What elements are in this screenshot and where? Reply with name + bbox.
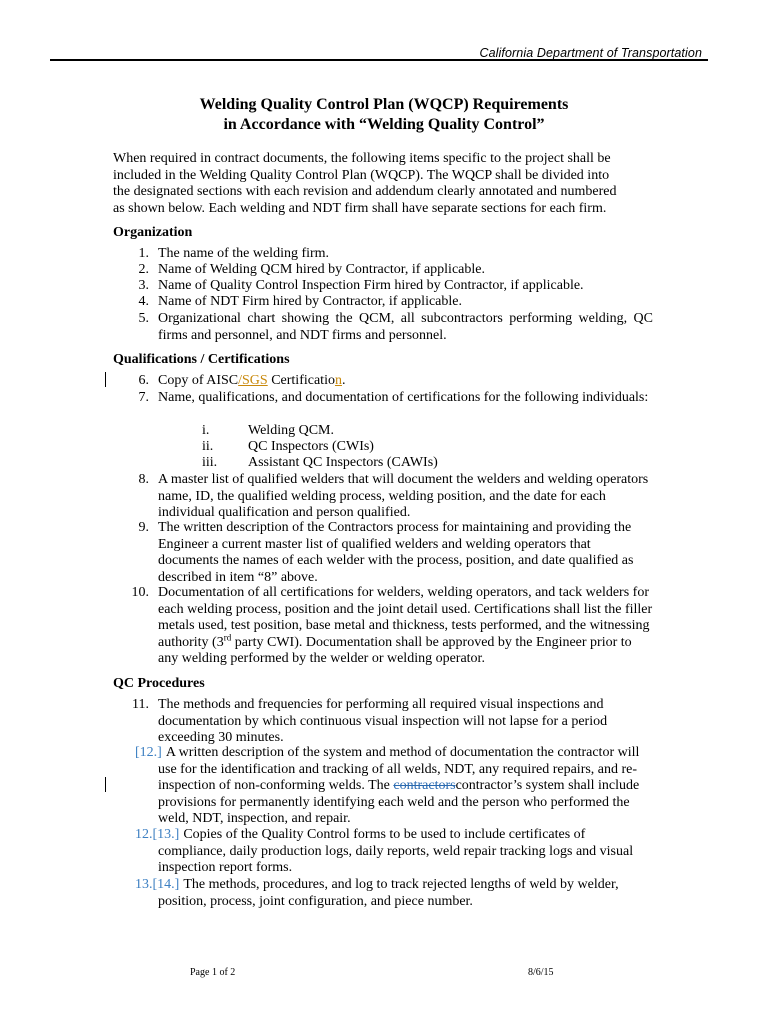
item-text: A master list of qualified welders that will document the welders and welding operators name, ID, the qualified welding process, welding position, and the date for each individual qualification and person qualified. (158, 472, 649, 520)
page-title (0, 95, 768, 135)
item-number: 11. (132, 697, 149, 712)
item-number: 3. (138, 278, 149, 293)
header-rule (50, 59, 708, 61)
text-run: Certificatio (267, 373, 335, 388)
item-text (158, 745, 653, 828)
section-heading-qualifications: Qualifications / Certifications (113, 352, 290, 367)
item-number: 13.[14.] (135, 877, 180, 892)
title-line-1: Welding Quality Control Plan (WQCP) Requirements (199, 96, 569, 113)
inserted-text: /SGS (238, 373, 268, 388)
footer-date: 8/6/15 (528, 967, 554, 978)
item-text: The written description of the Contractors process for maintaining and providing the Engineer a current master list of qualified welders and welding operators that documents the names of each welder with the process, position, and date qualified as described in item “8” above. (158, 520, 634, 585)
item-number: 2. (138, 262, 149, 277)
sub-item-text: Assistant QC Inspectors (CAWIs) (248, 455, 438, 470)
deleted-text: contractors (393, 778, 456, 793)
item-text: Name of NDT Firm hired by Contractor, if applicable. (158, 294, 462, 309)
item-text: Name of Welding QCM hired by Contractor, if applicable. (158, 262, 485, 277)
text-run: Documentation of all certifications for welders, welding operators, and tack welders for each welding process, position and the joint detail used. Certifications shall list the filler metals used, test position, base metal and thickness, tests performed, and the witnessing authority (3 (158, 585, 653, 650)
item-number: [12.] (135, 745, 162, 760)
section-heading-qc-procedures: QC Procedures (113, 676, 205, 691)
item-text: The methods, procedures, and log to track rejected lengths of weld by welder, position, process, joint configuration, and piece number. (158, 877, 619, 909)
change-bar (105, 777, 106, 792)
item-text (158, 585, 653, 668)
item-number: 4. (138, 294, 149, 309)
item-number: 5. (138, 311, 149, 326)
item-number: 12.[13.] (135, 827, 180, 842)
inserted-text: n (334, 373, 342, 388)
text-run: Copy of AISC (158, 373, 239, 388)
item-text: Name, qualifications, and documentation of certifications for the following individuals: (158, 390, 649, 405)
item-number: 9. (138, 520, 149, 535)
header-agency: California Department of Transportation (479, 46, 702, 60)
item-number: 10. (131, 585, 149, 600)
item-text: The methods and frequencies for performing all required visual inspections and documentation by which continuous visual inspection will not lapse for a period exceeding 30 minutes. (158, 697, 608, 745)
text-run: party CWI). Documentation shall be approved by the Engineer prior to any welding performed by the welder or welding operator. (158, 634, 632, 666)
sub-item-number: ii. (202, 439, 214, 454)
sub-item-number: iii. (202, 455, 218, 470)
item-number: 7. (138, 390, 149, 405)
item-number: 8. (138, 472, 149, 487)
intro-paragraph: When required in contract documents, the following items specific to the project shall be included in the Welding Quality Control Plan (WQCP). The WQCP shall be divided into the designated sections with each revision and addendum clearly annotated and numbered as shown below. Each welding and NDT firm shall have separate sections for each firm. (113, 151, 617, 216)
text-run: A written description of the system and method of documentation the contractor will use for the identification and tracking of all welds, NDT, any required repairs, and re-inspection of non-conforming welds. The (158, 745, 640, 793)
text-run: contractor’s system shall include provisions for permanently identifying each weld and the person who performed the weld, NDT, inspection, and repair. (158, 778, 640, 826)
title-line-2: in Accordance with “Welding Quality Control” (223, 116, 545, 133)
item-number: 6. (138, 373, 149, 388)
item-text: The name of the welding firm. (158, 246, 330, 261)
item-text: Organizational chart showing the QCM, all subcontractors performing welding, QC firms and personnel, and NDT firms and personnel. (158, 311, 653, 343)
sub-item-number: i. (202, 423, 210, 438)
item-number: 1. (138, 246, 149, 261)
superscript: rd (223, 631, 232, 642)
sub-item-text: QC Inspectors (CWIs) (248, 439, 374, 454)
sub-item-text: Welding QCM. (248, 423, 334, 438)
change-bar (105, 372, 106, 387)
item-text: Name of Quality Control Inspection Firm hired by Contractor, if applicable. (158, 278, 584, 293)
text-run: . (341, 373, 346, 388)
footer-page-number: Page 1 of 2 (190, 967, 236, 978)
section-heading-organization: Organization (113, 225, 193, 240)
item-text (158, 373, 653, 390)
item-text: Copies of the Quality Control forms to be used to include certificates of compliance, daily production logs, daily reports, weld repair tracking logs and visual inspection report forms. (158, 827, 634, 875)
